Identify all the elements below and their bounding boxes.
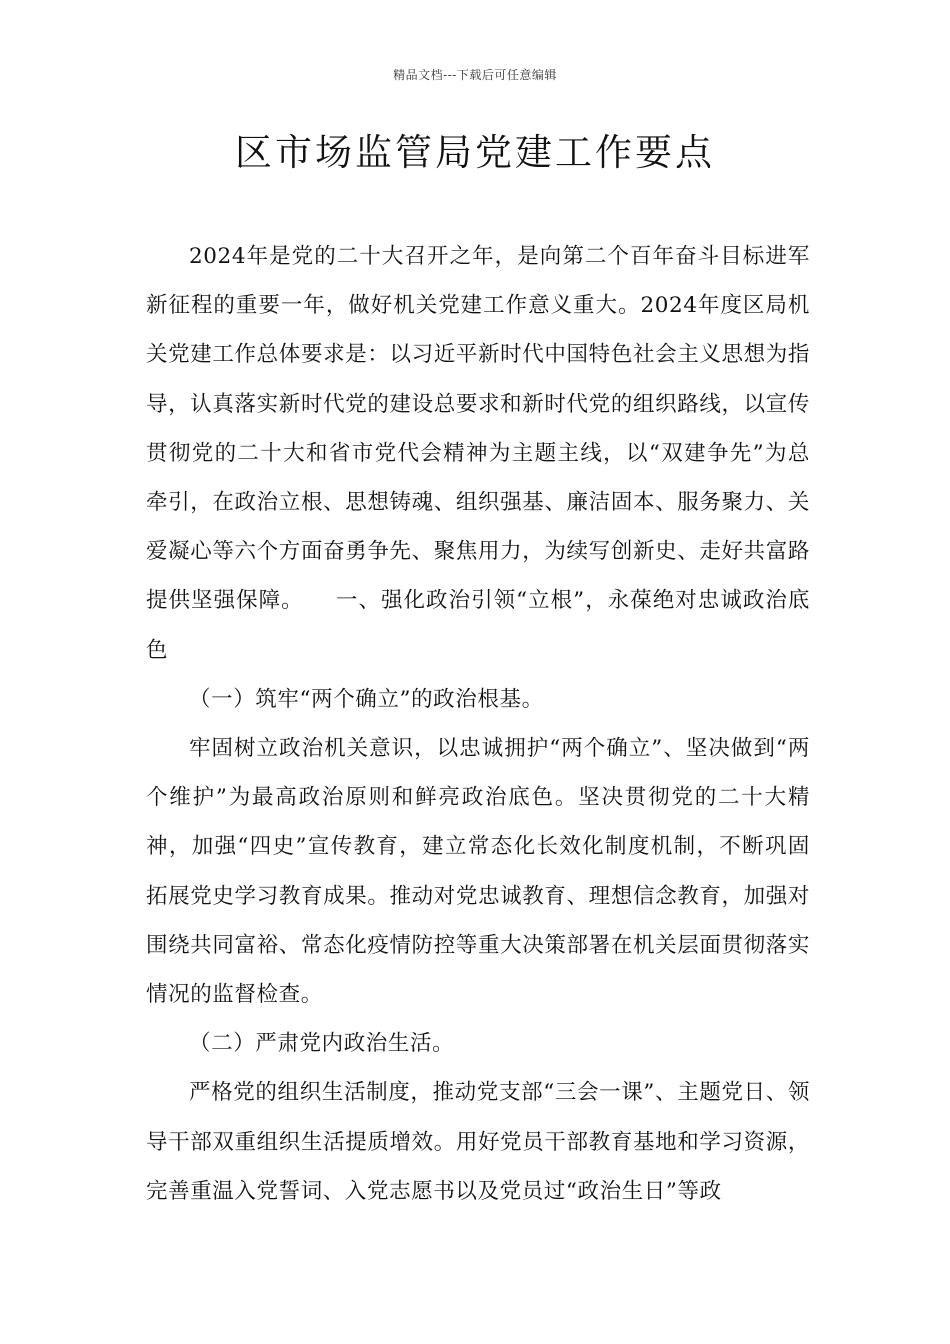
document-body <box>146 232 810 1216</box>
subsection-1-paragraph: 牢固树立政治机关意识，以忠诚拥护“两个确立”、坚决做到“两个维护”为最高政治原则和鲜亮政治底色。坚决贯彻党的二十大精神，加强“四史”宣传教育，建立常态化长效化制度机制，不断巩固拓展党史学习教育成果。推动对党忠诚教育、理想信念教育，加强对围绕共同富裕、常态化疫情防控等重大决策部署在机关层面贯彻落实情况的监督检查。 <box>146 736 810 1008</box>
document-title: 区市场监管局党建工作要点 <box>235 131 715 174</box>
intro-text: 2024年是党的二十大召开之年，是向第二个百年奋斗目标进军新征程的重要一年，做好机关党建工作意义重大。2024年度区局机关党建工作总体要求是：以习近平新时代中国特色社会主义思想为指导，认真落实新时代党的建设总要求和新时代党的组织路线，以宣传贯彻党的二十大和省市党代会精神为主题主线，以“双建争先”为总牵引，在政治立根、思想铸魂、组织强基、廉洁固本、服务聚力、关爱凝心等六个方面奋勇争先、聚焦用力，为续写创新史、走好共富路提供坚强保障。 <box>146 244 810 614</box>
subsection-2-paragraph: 严格党的组织生活制度，推动党支部“三会一课”、主题党日、领导干部双重组织生活提质增效。用好党员干部教育基地和学习资源，完善重温入党誓词、入党志愿书以及党员过“政治生日”等政 <box>146 1080 810 1204</box>
subsection-1-heading: （一）筑牢“两个确立”的政治根基。 <box>189 686 544 712</box>
section-1-heading: 一、强化政治引领“立根”，永葆绝对忠诚政治底色 <box>146 588 811 663</box>
subsection-2-heading: （二）严肃党内政治生活。 <box>189 1031 455 1057</box>
header-note: 精品文档---下载后可任意编辑 <box>393 68 557 82</box>
intro-paragraph <box>146 232 810 675</box>
